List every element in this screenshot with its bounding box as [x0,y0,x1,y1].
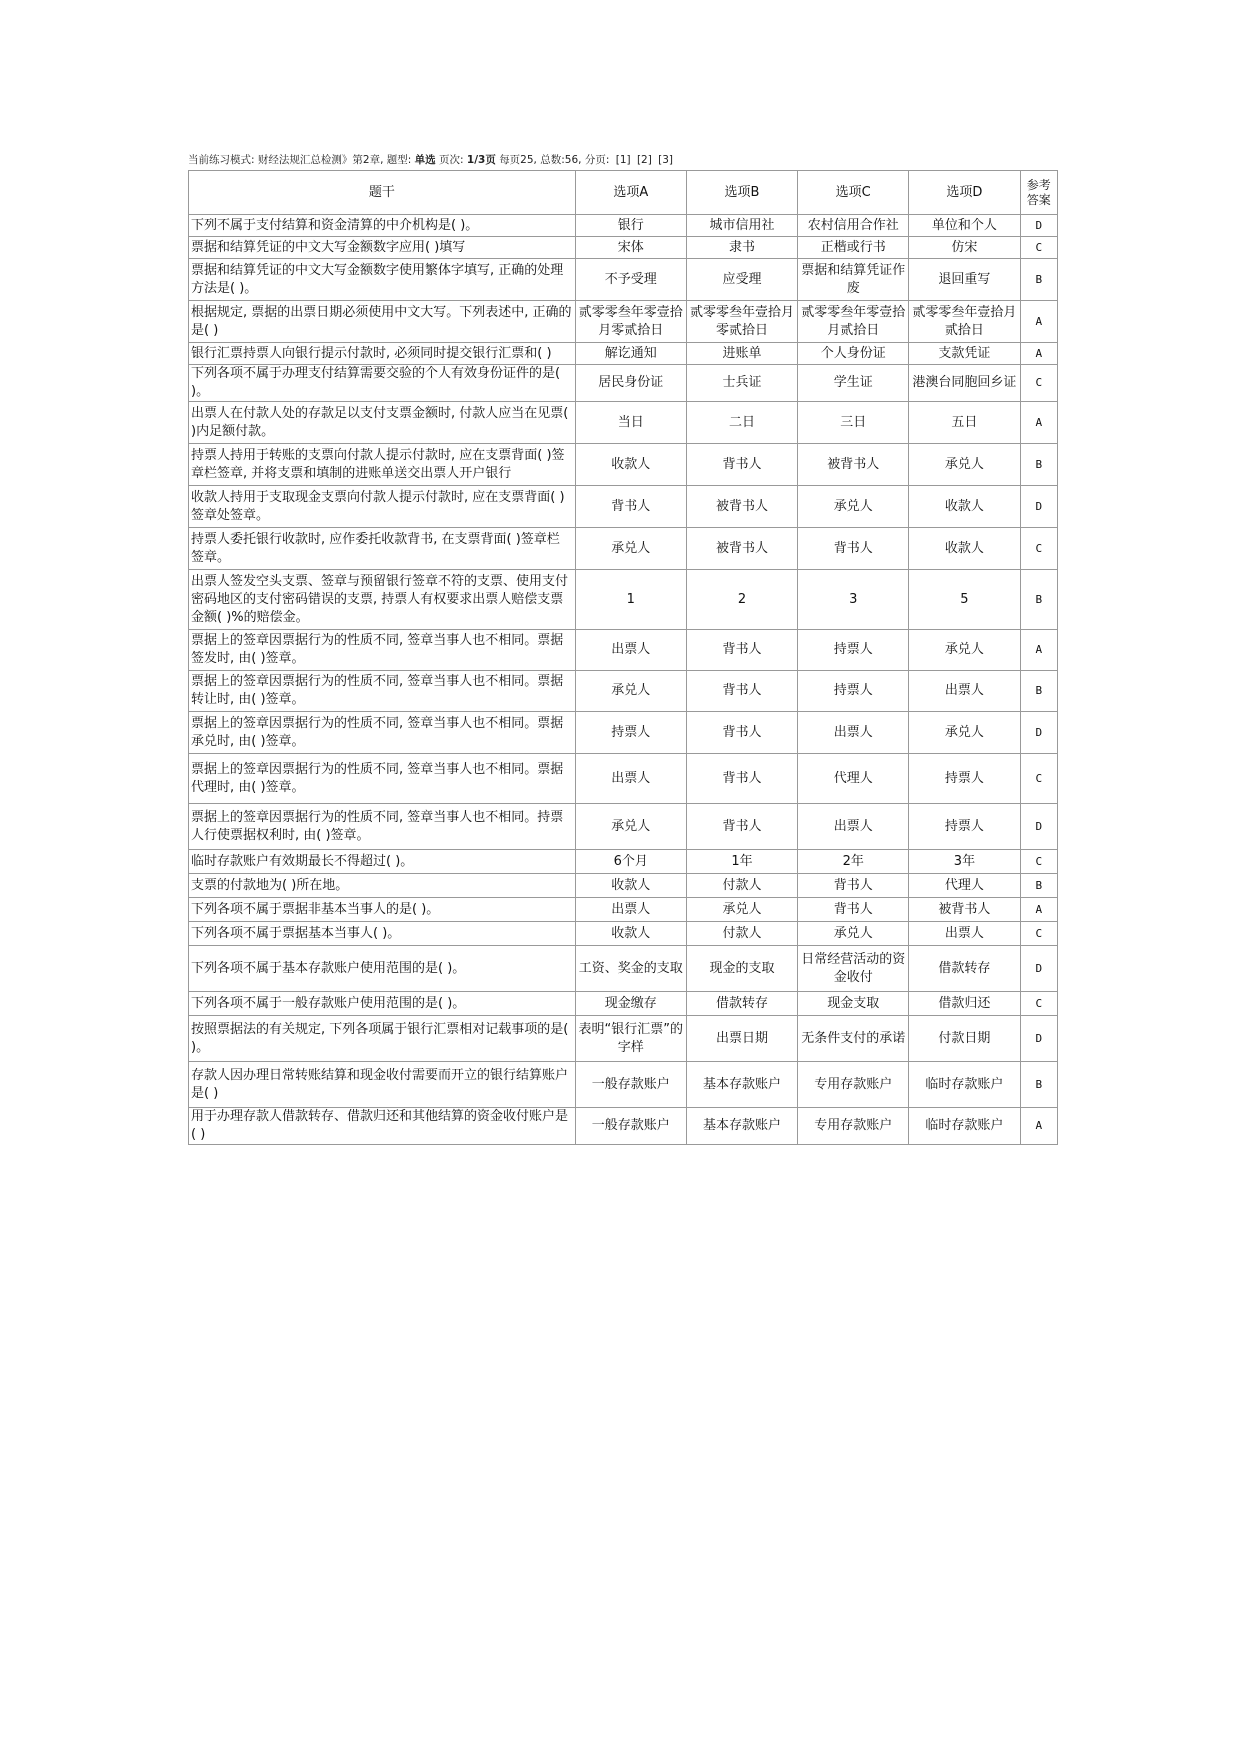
question-cell: 票据上的签章因票据行为的性质不同, 签章当事人也不相同。持票人行使票据权利时, 由( )签章。 [189,804,576,850]
option-a-cell: 解讫通知 [575,343,686,365]
option-c-cell: 承兑人 [798,486,909,528]
answer-cell: C [1020,850,1057,874]
option-c-cell: 贰零零叁年零壹拾月贰拾日 [798,301,909,343]
answer-cell: D [1020,804,1057,850]
answer-cell: D [1020,1016,1057,1062]
option-b-cell: 背书人 [686,712,797,754]
answer-cell: A [1020,402,1057,444]
option-d-cell: 借款归还 [909,992,1020,1016]
option-b-cell: 背书人 [686,804,797,850]
option-c-cell: 持票人 [798,630,909,671]
answer-cell: A [1020,630,1057,671]
question-cell: 临时存款账户有效期最长不得超过( )。 [189,850,576,874]
option-d-cell: 承兑人 [909,630,1020,671]
question-cell: 下列不属于支付结算和资金清算的中介机构是( )。 [189,215,576,237]
answer-cell: B [1020,671,1057,712]
option-d-cell: 代理人 [909,874,1020,898]
option-a-cell: 不予受理 [575,259,686,301]
answer-cell: D [1020,946,1057,992]
option-b-cell: 背书人 [686,444,797,486]
option-d-cell: 港澳台同胞回乡证 [909,365,1020,402]
option-c-cell: 无条件支付的承诺 [798,1016,909,1062]
question-cell: 下列各项不属于基本存款账户使用范围的是( )。 [189,946,576,992]
option-c-cell: 背书人 [798,874,909,898]
table-row [189,343,1058,365]
question-cell: 出票人在付款人处的存款足以支付支票金额时, 付款人应当在见票( )内足额付款。 [189,402,576,444]
col-header-question: 题干 [189,171,576,215]
table-row [189,215,1058,237]
option-b-cell: 出票日期 [686,1016,797,1062]
option-c-cell: 2年 [798,850,909,874]
question-cell: 票据和结算凭证的中文大写金额数字应用( )填写 [189,237,576,259]
answer-cell: B [1020,570,1057,630]
option-c-cell: 票据和结算凭证作废 [798,259,909,301]
table-row [189,898,1058,922]
practice-page [188,152,1058,1145]
type-label: 题型: [386,154,412,166]
option-b-cell: 进账单 [686,343,797,365]
table-row [189,402,1058,444]
option-b-cell: 士兵证 [686,365,797,402]
question-cell: 出票人签发空头支票、签章与预留银行签章不符的支票、使用支付密码地区的支付密码错误的支票, 持票人有权要求出票人赔偿支票金额( )%的赔偿金。 [189,570,576,630]
option-a-cell: 贰零零叁年零壹拾月零贰拾日 [575,301,686,343]
total-label: 总数:56, [540,154,582,166]
option-b-cell: 背书人 [686,754,797,804]
option-a-cell: 银行 [575,215,686,237]
option-b-cell: 背书人 [686,671,797,712]
question-cell: 用于办理存款人借款转存、借款归还和其他结算的资金收付账户是( ) [189,1108,576,1145]
table-row [189,992,1058,1016]
table-row [189,1108,1058,1145]
option-a-cell: 6个月 [575,850,686,874]
option-d-cell: 3年 [909,850,1020,874]
answer-cell: B [1020,1062,1057,1108]
table-row [189,712,1058,754]
option-b-cell: 基本存款账户 [686,1062,797,1108]
answer-cell: A [1020,301,1057,343]
col-header-option-a: 选项A [575,171,686,215]
table-row [189,804,1058,850]
table-row [189,528,1058,570]
option-b-cell: 基本存款账户 [686,1108,797,1145]
option-d-cell: 承兑人 [909,712,1020,754]
option-d-cell: 支款凭证 [909,343,1020,365]
option-d-cell: 临时存款账户 [909,1108,1020,1145]
option-d-cell: 出票人 [909,671,1020,712]
option-d-cell: 被背书人 [909,898,1020,922]
table-row [189,946,1058,992]
option-a-cell: 收款人 [575,874,686,898]
answer-cell: D [1020,215,1057,237]
option-c-cell: 持票人 [798,671,909,712]
question-cell: 存款人因办理日常转账结算和现金收付需要而开立的银行结算账户是( ) [189,1062,576,1108]
question-cell: 票据上的签章因票据行为的性质不同, 签章当事人也不相同。票据转让时, 由( )签章。 [189,671,576,712]
option-a-cell: 当日 [575,402,686,444]
option-c-cell: 被背书人 [798,444,909,486]
option-c-cell: 出票人 [798,804,909,850]
option-d-cell: 临时存款账户 [909,1062,1020,1108]
option-c-cell: 专用存款账户 [798,1108,909,1145]
page-link-1[interactable]: [1] [615,154,631,166]
option-b-cell: 2 [686,570,797,630]
table-row [189,259,1058,301]
option-d-cell: 收款人 [909,486,1020,528]
answer-cell: C [1020,754,1057,804]
page-label: 页次: [439,154,464,166]
option-a-cell: 承兑人 [575,528,686,570]
option-b-cell: 应受理 [686,259,797,301]
question-cell: 根据规定, 票据的出票日期必须使用中文大写。下列表述中, 正确的是( ) [189,301,576,343]
option-a-cell: 宋体 [575,237,686,259]
option-a-cell: 持票人 [575,712,686,754]
answer-cell: A [1020,898,1057,922]
option-c-cell: 日常经营活动的资金收付 [798,946,909,992]
type-value: 单选 [414,154,436,166]
question-cell: 票据上的签章因票据行为的性质不同, 签章当事人也不相同。票据代理时, 由( )签章。 [189,754,576,804]
table-row [189,237,1058,259]
practice-header [188,152,1058,170]
option-d-cell: 5 [909,570,1020,630]
option-c-cell: 农村信用合作社 [798,215,909,237]
option-c-cell: 专用存款账户 [798,1062,909,1108]
option-a-cell: 出票人 [575,630,686,671]
question-cell: 票据和结算凭证的中文大写金额数字使用繁体字填写, 正确的处理方法是( )。 [189,259,576,301]
option-a-cell: 出票人 [575,754,686,804]
page-link-3[interactable]: [3] [658,154,674,166]
table-header-row [189,171,1058,215]
option-d-cell: 五日 [909,402,1020,444]
answer-cell: C [1020,528,1057,570]
option-a-cell: 出票人 [575,898,686,922]
table-row [189,1016,1058,1062]
option-a-cell: 承兑人 [575,671,686,712]
question-cell: 下列各项不属于票据非基本当事人的是( )。 [189,898,576,922]
option-c-cell: 背书人 [798,528,909,570]
option-b-cell: 城市信用社 [686,215,797,237]
option-d-cell: 付款日期 [909,1016,1020,1062]
col-header-option-d: 选项D [909,171,1020,215]
exam-title: 财经法规汇总检测》第2章, [257,154,384,166]
page-value: 1/3页 [466,154,496,166]
pages-label: 分页: [584,154,610,166]
question-rows [189,215,1058,1145]
option-d-cell: 承兑人 [909,444,1020,486]
option-a-cell: 现金缴存 [575,992,686,1016]
table-row [189,1062,1058,1108]
option-d-cell: 收款人 [909,528,1020,570]
table-row [189,444,1058,486]
option-c-cell: 学生证 [798,365,909,402]
mode-label: 当前练习模式: [188,154,255,166]
question-cell: 下列各项不属于办理支付结算需要交验的个人有效身份证件的是( )。 [189,365,576,402]
option-c-cell: 3 [798,570,909,630]
table-row [189,365,1058,402]
table-row [189,486,1058,528]
question-cell: 持票人持用于转账的支票向付款人提示付款时, 应在支票背面( )签章栏签章, 并将支票和填制的进账单送交出票人开户银行 [189,444,576,486]
table-row [189,301,1058,343]
table-row [189,850,1058,874]
col-header-answer: 参考答案 [1020,171,1057,215]
option-a-cell: 一般存款账户 [575,1062,686,1108]
option-b-cell: 付款人 [686,922,797,946]
col-header-option-c: 选项C [798,171,909,215]
answer-cell: B [1020,874,1057,898]
option-b-cell: 被背书人 [686,528,797,570]
page-link-2[interactable]: [2] [636,154,652,166]
answer-cell: C [1020,365,1057,402]
question-cell: 票据上的签章因票据行为的性质不同, 签章当事人也不相同。票据签发时, 由( )签章。 [189,630,576,671]
option-d-cell: 仿宋 [909,237,1020,259]
option-b-cell: 贰零零叁年壹拾月零贰拾日 [686,301,797,343]
answer-cell: C [1020,922,1057,946]
table-row [189,570,1058,630]
option-a-cell: 承兑人 [575,804,686,850]
option-b-cell: 二日 [686,402,797,444]
table-row [189,874,1058,898]
option-c-cell: 现金支取 [798,992,909,1016]
option-c-cell: 个人身份证 [798,343,909,365]
option-c-cell: 背书人 [798,898,909,922]
option-d-cell: 贰零零叁年壹拾月贰拾日 [909,301,1020,343]
option-a-cell: 1 [575,570,686,630]
table-row [189,922,1058,946]
option-a-cell: 收款人 [575,922,686,946]
answer-cell: A [1020,343,1057,365]
option-a-cell: 收款人 [575,444,686,486]
option-c-cell: 三日 [798,402,909,444]
question-cell: 票据上的签章因票据行为的性质不同, 签章当事人也不相同。票据承兑时, 由( )签章。 [189,712,576,754]
table-row [189,671,1058,712]
option-d-cell: 单位和个人 [909,215,1020,237]
question-cell: 支票的付款地为( )所在地。 [189,874,576,898]
option-a-cell: 表明“银行汇票”的字样 [575,1016,686,1062]
option-b-cell: 借款转存 [686,992,797,1016]
answer-cell: D [1020,712,1057,754]
option-b-cell: 现金的支取 [686,946,797,992]
answer-cell: B [1020,259,1057,301]
option-b-cell: 隶书 [686,237,797,259]
option-d-cell: 出票人 [909,922,1020,946]
question-cell: 银行汇票持票人向银行提示付款时, 必须同时提交银行汇票和( ) [189,343,576,365]
option-a-cell: 背书人 [575,486,686,528]
option-b-cell: 背书人 [686,630,797,671]
question-cell: 下列各项不属于票据基本当事人( )。 [189,922,576,946]
option-a-cell: 居民身份证 [575,365,686,402]
option-c-cell: 承兑人 [798,922,909,946]
option-b-cell: 付款人 [686,874,797,898]
option-a-cell: 工资、奖金的支取 [575,946,686,992]
option-c-cell: 代理人 [798,754,909,804]
question-cell: 持票人委托银行收款时, 应作委托收款背书, 在支票背面( )签章栏签章。 [189,528,576,570]
question-cell: 按照票据法的有关规定, 下列各项属于银行汇票相对记载事项的是( )。 [189,1016,576,1062]
option-d-cell: 持票人 [909,804,1020,850]
answer-cell: A [1020,1108,1057,1145]
option-b-cell: 承兑人 [686,898,797,922]
option-c-cell: 正楷或行书 [798,237,909,259]
answer-cell: C [1020,237,1057,259]
per-page-label: 每页25, [499,154,537,166]
option-b-cell: 1年 [686,850,797,874]
option-d-cell: 借款转存 [909,946,1020,992]
option-b-cell: 被背书人 [686,486,797,528]
answer-cell: C [1020,992,1057,1016]
question-cell: 下列各项不属于一般存款账户使用范围的是( )。 [189,992,576,1016]
answer-cell: B [1020,444,1057,486]
table-row [189,630,1058,671]
option-d-cell: 退回重写 [909,259,1020,301]
col-header-option-b: 选项B [686,171,797,215]
option-a-cell: 一般存款账户 [575,1108,686,1145]
question-table [188,170,1058,1145]
question-cell: 收款人持用于支取现金支票向付款人提示付款时, 应在支票背面( )签章处签章。 [189,486,576,528]
answer-cell: D [1020,486,1057,528]
table-row [189,754,1058,804]
option-c-cell: 出票人 [798,712,909,754]
option-d-cell: 持票人 [909,754,1020,804]
